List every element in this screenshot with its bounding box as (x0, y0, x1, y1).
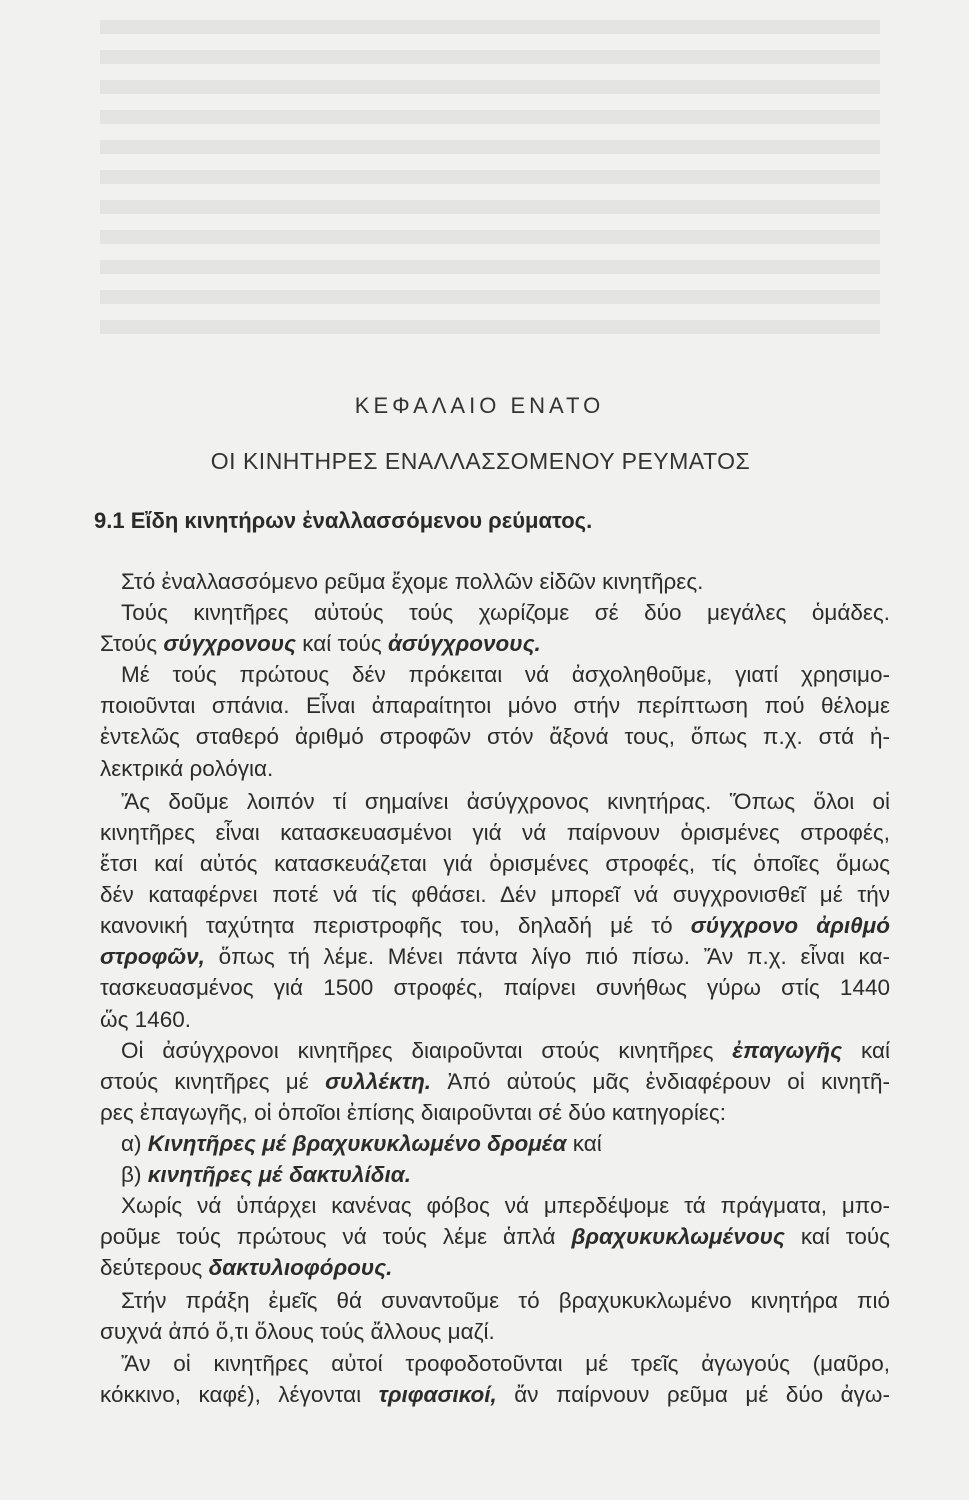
text-segment: Ἄν οἱ κινητῆρες αὐτοί τροφοδοτοῦνται μέ τρεῖς ἀγωγούς (μαῦρο, (121, 1351, 890, 1376)
text-line (121, 599, 890, 627)
chapter-title: ΟΙ ΚΙΝΗΤΗΡΕΣ ΕΝΑΛΛΑΣΣΟΜΕΝΟΥ ΡΕΥΜΑΤΟΣ (210, 448, 751, 474)
text-line (121, 1350, 890, 1378)
text-segment: Ἀπό αὐτούς μᾶς ἐνδιαφέρουν οἱ κινητῆ- (431, 1069, 890, 1094)
text-segment: Στήν πράξη ἐμεῖς θά συναντοῦμε τό βραχυκυκλωμένο κινητήρα πιό (121, 1288, 890, 1313)
text-segment: ποιοῦνται σπάνια. Εἶναι ἀπαραίτητοι μόνο στήν περίπτωση πού θέλομε (100, 693, 890, 718)
text-line (100, 1099, 890, 1127)
text-line (121, 568, 890, 596)
emphasized-term: κινητῆρες μέ δακτυλίδια. (147, 1162, 411, 1187)
emphasized-term: στροφῶν, (100, 944, 205, 969)
text-segment: Χωρίς νά ὑπάρχει κανένας φόβος νά μπερδέψομε τά πράγματα, μπο- (121, 1193, 890, 1218)
text-segment: κανονική ταχύτητα περιστροφῆς του, δηλαδή μέ τό (100, 913, 691, 938)
emphasized-term: ἀσύγχρονους. (387, 631, 541, 656)
bleed-through-text (100, 20, 880, 350)
text-segment: κινητῆρες εἶναι κατασκευασμένοι γιά νά παίρνουν ὁρισμένες στροφές, (100, 820, 890, 845)
text-segment: α) (121, 1131, 148, 1156)
text-line (100, 881, 890, 909)
text-line (121, 661, 890, 689)
text-segment: καί τούς (295, 631, 388, 656)
text-segment: Στό ἐναλλασσόμενο ρεῦμα ἔχομε πολλῶν εἰδῶν κινητῆρες. (121, 569, 704, 594)
text-line (121, 788, 890, 816)
text-segment: ροῦμε τούς πρώτους νά τούς λέμε ἁπλά (100, 1224, 572, 1249)
text-segment: ρες ἐπαγωγῆς, οἱ ὁποῖοι ἐπίσης διαιροῦνται σέ δύο κατηγορίες: (100, 1100, 726, 1125)
text-line (121, 1161, 890, 1189)
emphasized-term: βραχυκυκλωμένους (571, 1224, 785, 1249)
text-segment: κόκκινο, καφέ), λέγονται (100, 1382, 379, 1407)
text-line (100, 943, 890, 971)
emphasized-term: σύγχρονο ἀριθμό (690, 913, 890, 938)
text-segment: δεύτερους (100, 1255, 209, 1280)
text-line (100, 1318, 890, 1346)
emphasized-term: σύγχρονους (163, 631, 296, 656)
text-segment: ὅπως τή λέμε. Μένει πάντα λίγο πιό πίσω. Ἄν π.χ. εἶναι κα- (204, 944, 890, 969)
text-line (121, 1192, 890, 1220)
text-line (100, 1068, 890, 1096)
emphasized-term: ἐπαγωγῆς (732, 1038, 843, 1063)
text-segment: δέν καταφέρνει ποτέ νά τίς φθάσει. Δέν μπορεῖ νά συγχρονισθεῖ μέ τήν (100, 882, 890, 907)
text-segment: Ἄς δοῦμε λοιπόν τί σημαίνει ἀσύγχρονος κινητήρας. Ὅπως ὅλοι οἱ (121, 789, 890, 814)
emphasized-term: δακτυλιοφόρους. (208, 1255, 393, 1280)
text-segment: ἔτσι καί αὐτός κατασκευάζεται γιά ὁρισμένες στροφές, τίς ὁποῖες ὅμως (100, 851, 890, 876)
text-line (100, 1381, 890, 1409)
text-line (100, 755, 890, 783)
text-line (100, 850, 890, 878)
text-segment: ἄν παίρνουν ρεῦμα μέ δύο ἀγω- (496, 1382, 890, 1407)
emphasized-term: Κινητῆρες μέ βραχυκυκλωμένο δρομέα (147, 1131, 567, 1156)
text-segment: στούς κινητῆρες μέ (100, 1069, 326, 1094)
emphasized-term: τριφασικοί, (378, 1382, 497, 1407)
chapter-label: ΚΕΦΑΛΑΙΟ ΕΝΑΤΟ (354, 393, 605, 418)
text-line (100, 692, 890, 720)
text-line (121, 1037, 890, 1065)
text-line (100, 630, 890, 658)
text-segment: λεκτρικά ρολόγια. (100, 756, 274, 781)
text-line (100, 723, 890, 751)
emphasized-term: συλλέκτη. (325, 1069, 432, 1094)
text-line (100, 1254, 890, 1282)
text-segment: καί (566, 1131, 602, 1156)
text-line (100, 1223, 890, 1251)
text-segment: Οἱ ἀσύγχρονοι κινητῆρες διαιροῦνται στούς κινητῆρες (121, 1038, 733, 1063)
text-segment: καί (842, 1038, 890, 1063)
text-segment: β) (121, 1162, 148, 1187)
text-line (121, 1287, 890, 1315)
text-line (100, 974, 890, 1002)
section-heading: 9.1 Εἴδη κινητήρων ἐναλλασσόμενου ρεύματος. (94, 508, 593, 533)
text-segment: Στούς (100, 631, 164, 656)
text-line (100, 912, 890, 940)
text-segment: ἐντελῶς σταθερό ἀριθμό στροφῶν στόν ἄξονά τους, ὅπως π.χ. στά ἠ- (100, 724, 890, 749)
text-segment: τασκευασμένος γιά 1500 στροφές, παίρνει συνήθως γύρω στίς 1440 (100, 975, 890, 1000)
text-segment: καί τούς (784, 1224, 890, 1249)
text-segment: ὥς 1460. (100, 1007, 191, 1032)
text-line (100, 1006, 890, 1034)
text-line (121, 1130, 890, 1158)
text-line (100, 819, 890, 847)
text-segment: συχνά ἀπό ὅ,τι ὅλους τούς ἄλλους μαζί. (100, 1319, 495, 1344)
text-segment: Τούς κινητῆρες αὐτούς τούς χωρίζομε σέ δύο μεγάλες ὁμάδες. (121, 600, 890, 625)
text-segment: Μέ τούς πρώτους δέν πρόκειται νά ἀσχοληθοῦμε, γιατί χρησιμο- (121, 662, 890, 687)
